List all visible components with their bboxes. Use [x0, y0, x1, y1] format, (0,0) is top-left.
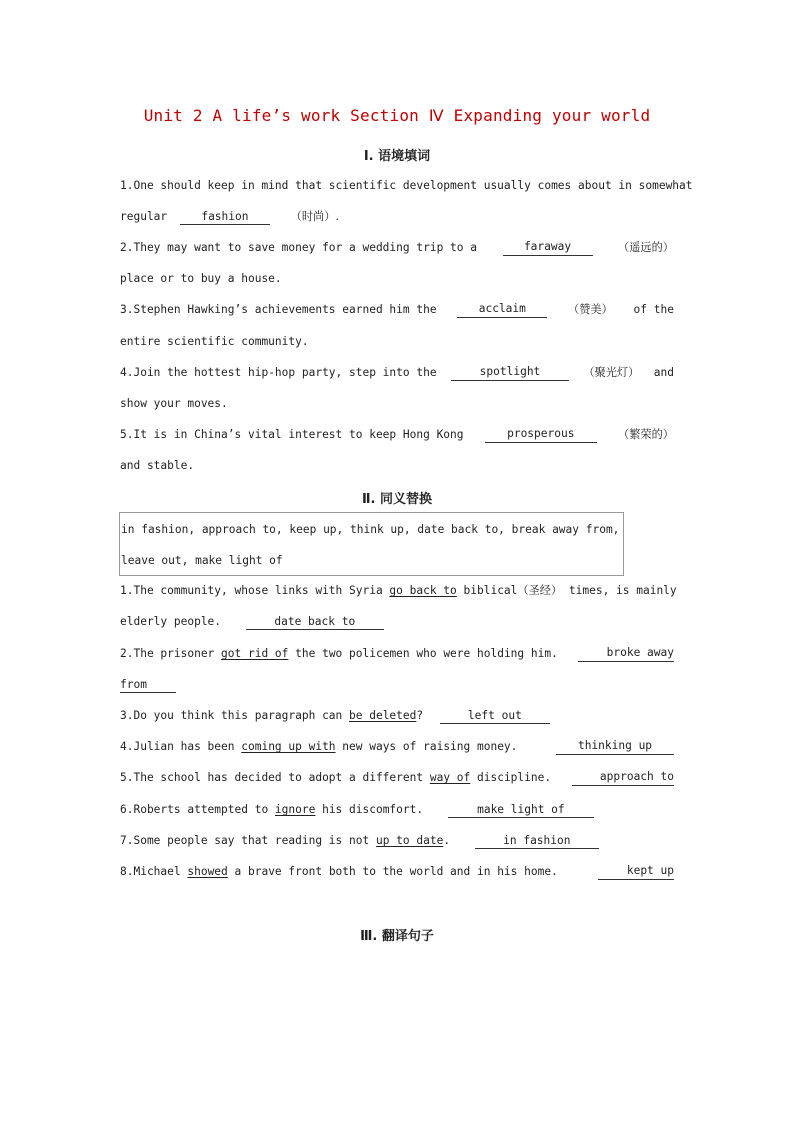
underlined-phrase: way of [429, 771, 471, 784]
underlined-phrase: go back to [389, 584, 457, 597]
answer-blank: kept up [598, 864, 674, 880]
s1-item2-line1: 2.They may want to save money for a wedding trip to a faraway （遥远的） [120, 240, 674, 254]
underlined-phrase: be deleted [349, 709, 417, 722]
answer-blank: left out [440, 709, 550, 724]
s2-item2-line2 [120, 677, 674, 693]
s1-item2-line2: place or to buy a house. [120, 272, 282, 285]
answer-blank: prosperous [485, 427, 597, 443]
s2-item2-line1: 2.The prisoner got rid of the two policemen who were holding him. broke away [120, 646, 674, 660]
s2-item4: 4.Julian has been coming up with new ways of raising money. thinking up [120, 739, 674, 755]
answer-blank: spotlight [451, 365, 569, 381]
section-2-heading: Ⅱ. 同义替换 [361, 492, 433, 507]
s1-item1-line2: regular fashion （时尚）. [120, 210, 339, 223]
answer-blank: acclaim [457, 302, 547, 318]
underlined-phrase: ignore [274, 803, 316, 816]
word-bank-line-1: in fashion, approach to, keep up, think up, date back to, break away from, [121, 523, 620, 536]
section-1-heading: Ⅰ. 语境填词 [363, 149, 431, 164]
answer-blank: approach to [572, 770, 674, 786]
answer-blank-continued: from [120, 678, 176, 693]
s2-item3: 3.Do you think this paragraph can be deleted? left out [120, 708, 674, 724]
s1-item3-line1: 3.Stephen Hawking’s achievements earned him the acclaim （赞美） of the [120, 302, 674, 316]
answer-blank: date back to [246, 615, 384, 630]
underlined-phrase: coming up with [241, 740, 336, 753]
underlined-phrase: showed [187, 865, 228, 878]
answer-blank: in fashion [475, 834, 599, 849]
s2-item8: 8.Michael showed a brave front both to the world and in his home. kept up [120, 864, 674, 878]
s2-item1-line2: elderly people. date back to [120, 614, 674, 630]
section-3-heading: Ⅲ. 翻译句子 [360, 929, 434, 944]
s2-item5: 5.The school has decided to adopt a different way of discipline. approach to [120, 770, 674, 784]
answer-blank: thinking up [556, 739, 674, 755]
s1-item1-line1: 1.One should keep in mind that scientific development usually comes about in somewhat [120, 179, 693, 192]
s2-item1-line1: 1.The community, whose links with Syria go back to biblical（圣经） times, is mainly [120, 584, 677, 597]
word-bank-line-2: leave out, make light of [121, 554, 283, 567]
underlined-phrase: up to date [375, 834, 444, 847]
s2-item6: 6.Roberts attempted to ignore his discomfort. make light of [120, 802, 674, 818]
s1-item5-line1: 5.It is in China’s vital interest to keep Hong Kong prosperous （繁荣的） [120, 427, 674, 441]
answer-blank: broke away [578, 646, 674, 662]
s1-item4-line2: show your moves. [120, 397, 228, 410]
s2-item7: 7.Some people say that reading is not up to date. in fashion [120, 833, 674, 849]
answer-blank: faraway [503, 240, 593, 256]
answer-blank: fashion [180, 210, 270, 225]
underlined-phrase: got rid of [221, 647, 289, 660]
s1-item3-line2: entire scientific community. [120, 335, 309, 348]
s1-item5-line2: and stable. [120, 459, 195, 472]
word-bank-box [119, 512, 624, 576]
answer-blank: make light of [448, 803, 594, 818]
page-title: Unit 2 A life’s work Section Ⅳ Expanding your world [143, 106, 651, 125]
s1-item4-line1: 4.Join the hottest hip-hop party, step into the spotlight （聚光灯） and [120, 365, 674, 379]
